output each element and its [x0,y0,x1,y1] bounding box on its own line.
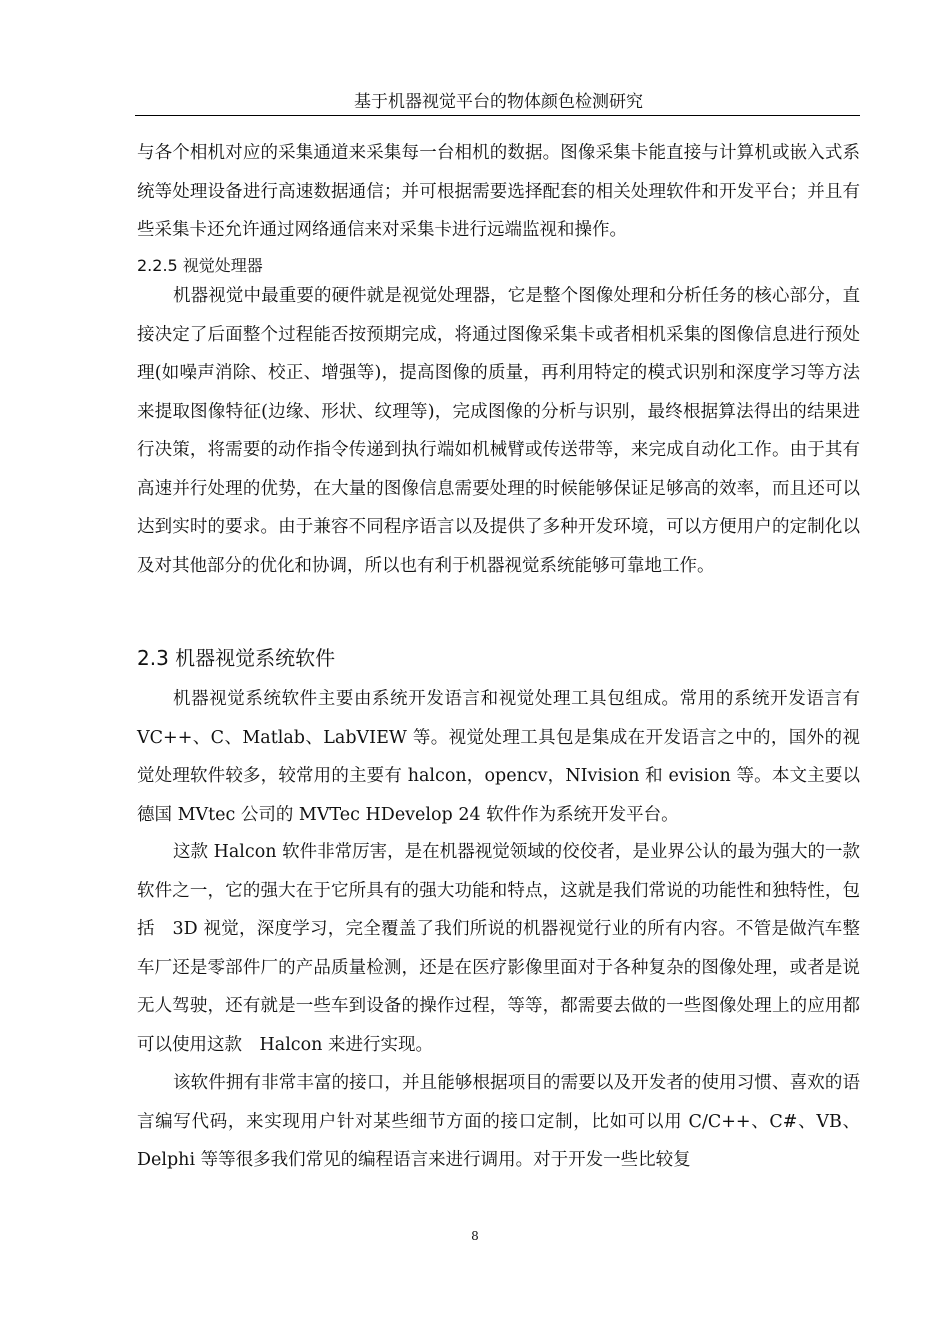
paragraph-halcon: 这款 Halcon 软件非常厉害，是在机器视觉领域的佼佼者，是业界公认的最为强大的一款软件之一，它的强大在于它所具有的强大功能和特点，这就是我们常说的功能性和独特性，包括 3D 视觉，深度学习，完全覆盖了我们所说的机器视觉行业的所有内容。不管是做汽车整车厂还是零部件厂的产品质量检测，还是在医疗影像里面对于各种复杂的图像处理，或者是说无人驾驶，还有就是一些车到设备的操作过程，等等，都需要去做的一些图像处理上的应用都可以使用这款 Halcon 来进行实现。 [137,842,860,1055]
paragraph-continuation: 与各个相机对应的采集通道来采集每一台相机的数据。图像采集卡能直接与计算机或嵌入式系统等处理设备进行高速数据通信；并可根据需要选择配套的相关处理软件和开发平台；并且有些采集卡还允许通过网络通信来对采集卡进行远端监视和操作。 [137,143,860,240]
section-heading: 2.3 机器视觉系统软件 [137,646,336,670]
header-divider [135,115,860,116]
paragraph-vision-processor: 机器视觉中最重要的硬件就是视觉处理器，它是整个图像处理和分析任务的核心部分，直接决定了后面整个过程能否按预期完成，将通过图像采集卡或者相机采集的图像信息进行预处理(如噪声消除、校正、增强等)，提高图像的质量，再利用特定的模式识别和深度学习等方法来提取图像特征(边缘、形状、纹理等)，完成图像的分析与识别，最终根据算法得出的结果进行决策，将需要的动作指令传递到执行端如机械臂或传送带等，来完成自动化工作。由于其有高速并行处理的优势，在大量的图像信息需要处理的时候能够保证足够高的效率，而且还可以达到实时的要求。由于兼容不同程序语言以及提供了多种开发环境，可以方便用户的定制化以及对其他部分的优化和协调，所以也有利于机器视觉系统能够可靠地工作。 [137,286,860,576]
subsection-heading: 2.2.5 视觉处理器 [137,256,263,275]
running-header: 基于机器视觉平台的物体颜色检测研究 [354,92,643,112]
paragraph-software-intro: 机器视觉系统软件主要由系统开发语言和视觉处理工具包组成。常用的系统开发语言有 VC++、C、Matlab、LabVIEW 等。视觉处理工具包是集成在开发语言之中的，国外的视觉处理软件较多，较常用的主要有 halcon，opencv，NIvision 和 evision 等。本文主要以德国 MVtec 公司的 MVTec HDevelop 24 软件作为系统开发平台。 [137,689,860,825]
paragraph-interfaces: 该软件拥有非常丰富的接口，并且能够根据项目的需要以及开发者的使用习惯、喜欢的语言编写代码，来实现用户针对某些细节方面的接口定制，比如可以用 C/C++、C#、VB、Delphi 等等很多我们常见的编程语言来进行调用。对于开发一些比较复 [137,1073,860,1170]
page-number: 8 [471,1229,479,1243]
